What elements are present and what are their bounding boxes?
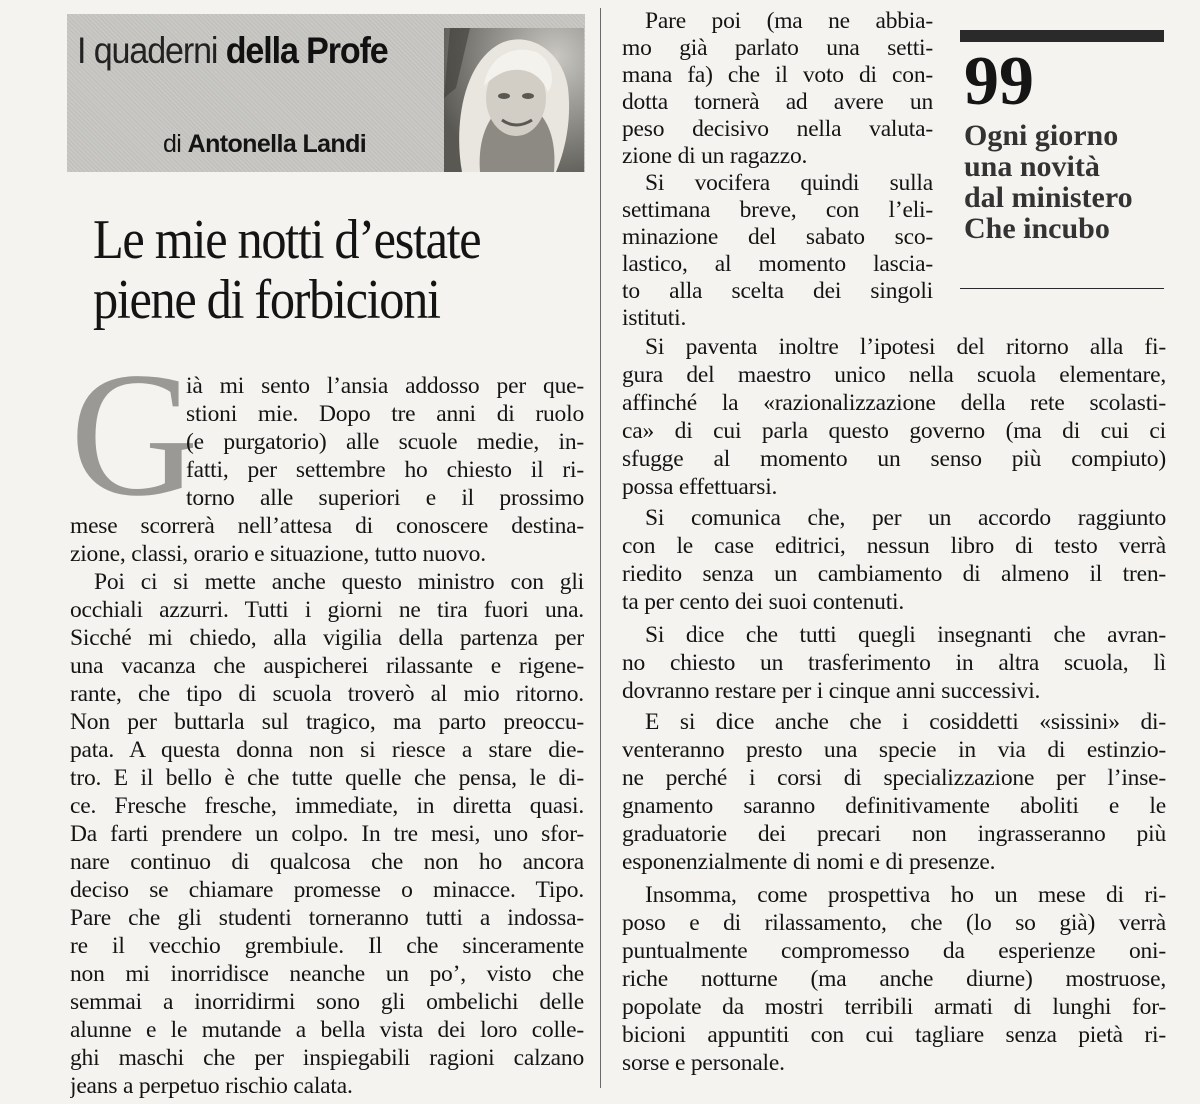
article-line: venteranno presto una specie in via di estinzio- [622,737,1166,763]
article-line: torno alle superiori e il prossimo [186,485,584,511]
article-line: popolate da mostri terribili armati di lunghi for- [622,994,1166,1020]
article-line: graduatorie dei precari non ingrasseranno più [622,821,1166,847]
pull-quote [958,22,1168,292]
article-line: gura del maestro unico nella scuola elementare, [622,362,1166,388]
article-line: riche notturne (ma anche diurne) mostruose, [622,966,1166,992]
article-line: tro. E il bello è che tutte quelle che pensa, le di- [70,765,584,791]
article-line: no chiesto un trasferimento in altra scuola, lì [622,650,1166,676]
article-line: peso decisivo nella valuta- [622,116,933,142]
article-line: Pare poi (ma ne abbia- [645,8,933,34]
article-line: Sicché mi chiedo, alla vigilia della partenza per [70,625,584,651]
article-line: alunne e le mutande a bella vista dei loro colle- [70,1017,584,1043]
article-line: mo già parlato una setti- [622,35,933,61]
article-line: esponenzialmente di nomi e di presenze. [622,849,996,875]
article-line: Poi ci si mette anche questo ministro con gli [94,569,584,595]
article-line: mese scorrerà nell’attesa di conoscere destina- [70,513,584,539]
article-line: con le case editrici, nessun libro di testo verrà [622,533,1166,559]
quote-mark-icon: 99 [964,43,1034,120]
headline-line-2: piene di forbicioni [93,269,440,331]
column-title-bold: della Profe [225,30,388,71]
column-header [67,14,585,172]
article-line: puntualmente compromesso da esperienze oni- [622,938,1166,964]
article-line: affinché la «razionalizzazione della rete scolasti- [622,390,1166,416]
article-line: poso e di rilassamento, che (lo so già) verrà [622,910,1166,936]
article-line: bicioni appuntiti con cui tagliare senza pietà ri- [622,1022,1166,1048]
author-name: Antonella Landi [187,130,367,158]
pull-quote-rule [960,288,1164,289]
article-line: dotta tornerà ad avere un [622,89,933,115]
article-line: possa effettuarsi. [622,474,778,500]
pull-quote-line: Che incubo [964,212,1110,245]
article-line: minazione del sabato sco- [622,224,933,250]
article-line: zione, classi, orario e situazione, tutto nuovo. [70,541,486,567]
headline-line-1: Le mie notti d’estate [93,209,481,271]
article-line: lastico, al momento lascia- [622,251,933,277]
article-line: ce. Fresche fresche, immediate, in diretta quasi. [70,793,584,819]
column-title [77,32,388,69]
article-line: dovranno restare per i cinque anni successivi. [622,678,1041,704]
article-line: fatti, per settembre ho chiesto il ri- [186,457,584,483]
article-line: ca» di cui parla questo governo (ma di cui ci [622,418,1166,444]
pull-quote-line: dal ministero [964,181,1133,214]
column-title-light: I quaderni [77,30,218,71]
article-line: stioni mie. Dopo tre anni di ruolo [186,401,584,427]
article-line: Insomma, come prospettiva ho un mese di ri- [645,882,1166,908]
article-line: Si paventa inoltre l’ipotesi del ritorno alla fi- [645,334,1166,360]
article-line: jeans a perpetuo rischio calata. [70,1073,353,1099]
drop-cap: G [70,335,199,533]
article-line: Si dice che tutti quegli insegnanti che avran- [645,622,1166,648]
article-line: Si comunica che, per un accordo raggiunto [645,505,1166,531]
article-line: rante, che tipo di scuola troverò al mio ritorno. [70,681,584,707]
pull-quote-line: Ogni giorno [964,119,1119,152]
article-line: deciso se chiamare promesse o minacce. Tipo. [70,877,584,903]
article-line: occhiali azzurri. Tutti i giorni ne tira fuori una. [70,597,584,623]
byline-prefix: di [163,130,182,158]
article-line: E si dice anche che i cosiddetti «sissini» di- [645,709,1166,735]
article-line: Pare che gli studenti torneranno tutti a indossa- [70,905,584,931]
article-line: gnamento saranno definitivamente aboliti e le [622,793,1166,819]
pull-quote-line: una novità [964,150,1100,183]
article-line: mana fa) che il voto di con- [622,62,933,88]
article-line: ne perché i corsi di specializzazione per l’inse- [622,765,1166,791]
byline [163,132,366,157]
article-line: non mi inorridisce neanche un po’, visto che [70,961,584,987]
article-line: pata. A questa donna non si riesce a stare die- [70,737,584,763]
article-line: (e purgatorio) alle scuole medie, in- [186,429,584,455]
article-line: sfugge al momento un senso più compiuto) [622,446,1166,472]
article-line: ghi maschi che per inspiegabili ragioni calzano [70,1045,584,1071]
article-line: settimana breve, con l’eli- [622,197,933,223]
article-line: zione di un ragazzo. [622,143,808,169]
article-line: re il vecchio grembiule. Il che sinceramente [70,933,584,959]
article-line: riedito senza un cambiamento di almeno il tren- [622,561,1166,587]
article-line: semmai a inorridirmi sono gli ombelichi delle [70,989,584,1015]
article-line: una vacanza che auspicherei rilassante e rigene- [70,653,584,679]
article-line: nare continuo di qualcosa che non ho ancora [70,849,584,875]
article-line: ià mi sento l’ansia addosso per que- [186,373,584,399]
article-line: Non per buttarla sul tragico, ma parto preoccu- [70,709,584,735]
article-line: istituti. [622,305,687,331]
article-line: to alla scelta dei singoli [622,278,933,304]
pull-quote-bar [960,30,1164,42]
article-line: sorse e personale. [622,1050,785,1076]
column-divider [600,8,601,1088]
headline [93,210,480,330]
article-line: Si vocifera quindi sulla [645,170,933,196]
author-portrait [444,28,584,172]
pull-quote-text [964,120,1133,244]
article-line: Da farti prendere un colpo. In tre mesi, uno sfor- [70,821,584,847]
article-line: ta per cento dei suoi contenuti. [622,589,905,615]
